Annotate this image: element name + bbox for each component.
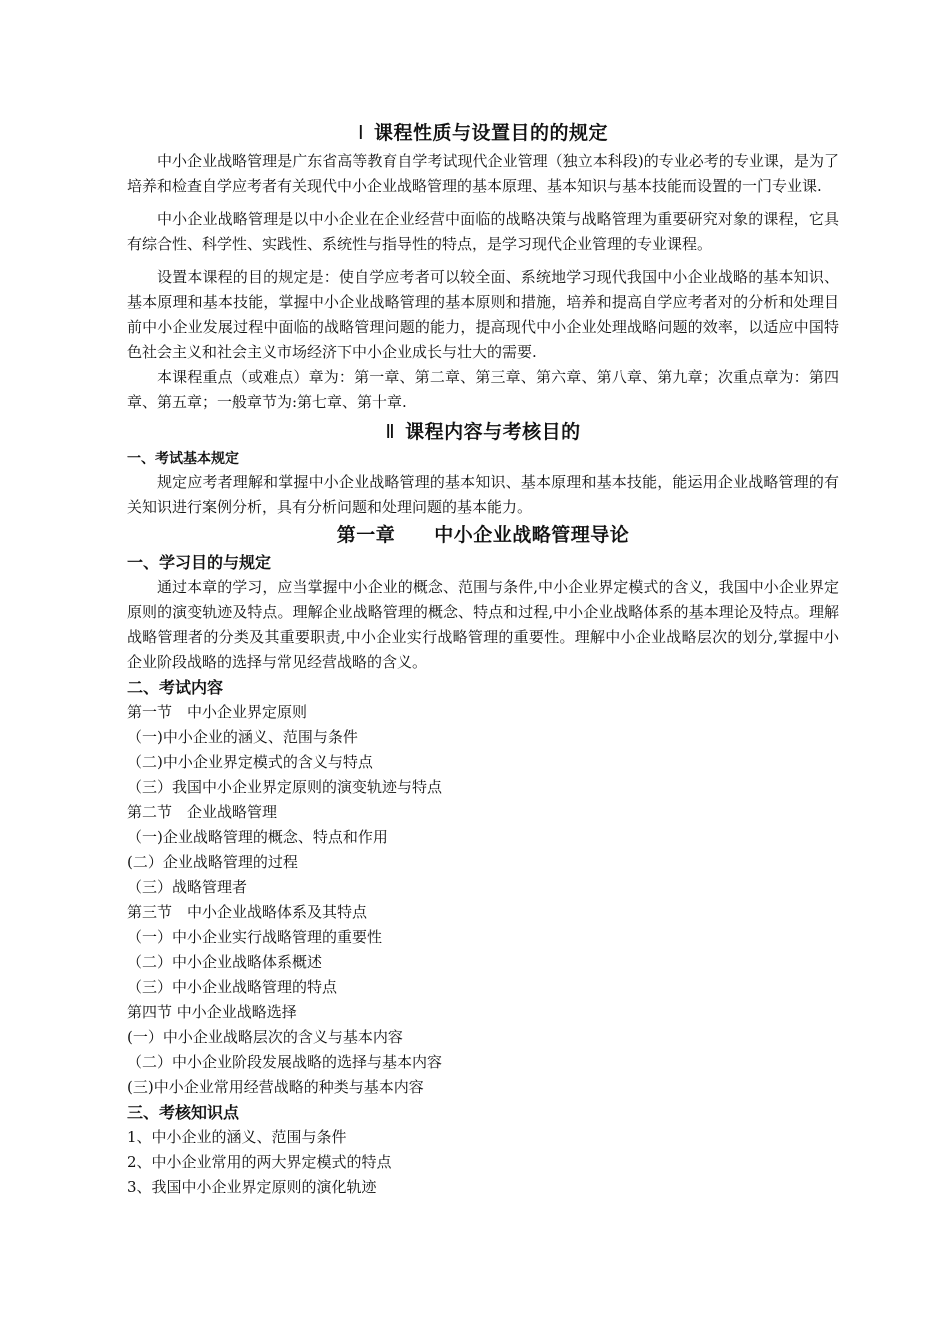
goals-paragraph: 通过本章的学习，应当掌握中小企业的概念、范围与条件,中小企业界定模式的含义，我国中小企业界定原则的演变轨迹及特点。理解企业战略管理的概念、特点和过程,中小企业战略体系的基本理论及特点。理解战略管理者的分类及其重要职责,中小企业实行战略管理的重要性。理解中小企业战略层次的划分,掌握中小企业阶段战略的选择与常见经营战略的含义。 xyxy=(127,578,839,671)
part1-numeral: Ⅰ xyxy=(357,123,365,144)
content-line: (二）企业战略管理的过程 xyxy=(127,853,298,871)
content-line: （二）中小企业阶段发展战略的选择与基本内容 xyxy=(127,1053,443,1071)
knowledge-line: 1、中小企业的涵义、范围与条件 xyxy=(127,1128,347,1146)
content-heading: 二、考试内容 xyxy=(127,678,224,697)
knowledge-heading: 三、考核知识点 xyxy=(127,1103,240,1122)
content-line: （二）中小企业战略体系概述 xyxy=(127,953,323,971)
part1-paragraph-3: 设置本课程的目的规定是：使自学应考者可以较全面、系统地学习现代我国中小企业战略的基本知识、基本原理和基本技能，掌握中小企业战略管理的基本原则和措施，培养和提高自学应考者对的分析和处理目前中小企业发展过程中面临的战略管理问题的能力，提高现代中小企业处理战略问题的效率，以适应中国特色社会主义和社会主义市场经济下中小企业成长与壮大的需要. xyxy=(127,268,839,361)
part2-title xyxy=(127,417,839,448)
exam-basic-heading: 一、考试基本规定 xyxy=(127,451,239,467)
content-line: 第三节 中小企业战略体系及其特点 xyxy=(127,903,368,921)
knowledge-line: 2、中小企业常用的两大界定模式的特点 xyxy=(127,1153,392,1171)
content-line: （二)中小企业界定模式的含义与特点 xyxy=(127,753,373,771)
content-line: (三)中小企业常用经营战略的种类与基本内容 xyxy=(127,1078,424,1096)
content-line: 第四节 中小企业战略选择 xyxy=(127,1003,297,1021)
content-line: （三）战略管理者 xyxy=(127,878,248,896)
content-line: （一）中小企业实行战略管理的重要性 xyxy=(127,928,383,946)
chapter1-title: 第一章 中小企业战略管理导论 xyxy=(336,524,630,546)
part2-numeral: Ⅱ xyxy=(385,422,396,443)
document-page xyxy=(127,118,839,1200)
content-line: 第二节 企业战略管理 xyxy=(127,803,278,821)
content-line: （一)企业战略管理的概念、特点和作用 xyxy=(127,828,388,846)
part1-title xyxy=(127,118,839,149)
part2-title-text: 课程内容与考核目的 xyxy=(405,421,581,443)
content-line: （三）我国中小企业界定原则的演变轨迹与特点 xyxy=(127,778,443,796)
part1-paragraph-1: 中小企业战略管理是广东省高等教育自学考试现代企业管理（独立本科段)的专业必考的专业课，是为了培养和检查自学应考者有关现代中小企业战略管理的基本原理、基本知识与基本技能而设置的一门专业课. xyxy=(127,152,839,195)
part1-title-text: 课程性质与设置目的的规定 xyxy=(374,122,609,144)
goals-heading: 一、学习目的与规定 xyxy=(127,553,272,572)
exam-basic-paragraph: 规定应考者理解和掌握中小企业战略管理的基本知识、基本原理和基本技能，能运用企业战略管理的有关知识进行案例分析，具有分析问题和处理问题的基本能力。 xyxy=(127,473,839,516)
content-line: (一）中小企业战略层次的含义与基本内容 xyxy=(127,1028,403,1046)
content-line: （一)中小企业的涵义、范围与条件 xyxy=(127,728,358,746)
part1-paragraph-4: 本课程重点（或难点）章为：第一章、第二章、第三章、第六章、第八章、第九章；次重点章为：第四章、第五章；一般章节为:第七章、第十章. xyxy=(127,368,839,411)
content-line: （三）中小企业战略管理的特点 xyxy=(127,978,338,996)
part1-paragraph-2: 中小企业战略管理是以中小企业在企业经营中面临的战略决策与战略管理为重要研究对象的课程，它具有综合性、科学性、实践性、系统性与指导性的特点，是学习现代企业管理的专业课程。 xyxy=(127,210,839,253)
knowledge-line: 3、我国中小企业界定原则的演化轨迹 xyxy=(127,1178,377,1196)
content-line: 第一节 中小企业界定原则 xyxy=(127,703,308,721)
